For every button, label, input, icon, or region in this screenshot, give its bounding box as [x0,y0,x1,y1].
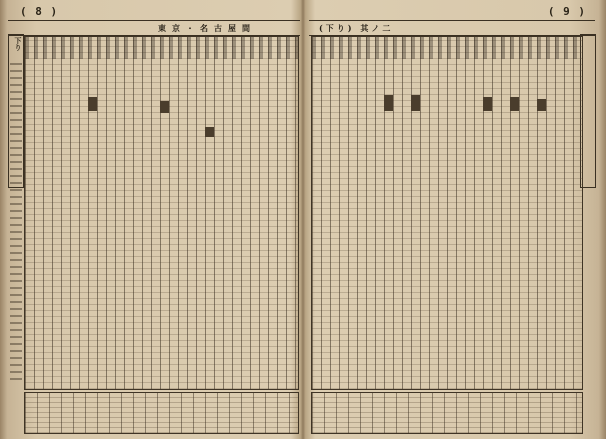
marker-block [384,95,393,111]
header-band-right [309,20,595,36]
train-number-row-left [25,37,298,59]
page-number-right: ( 9 ) [547,5,586,18]
right-page [303,0,606,439]
train-number-row-right [312,37,582,59]
station-column-left [10,60,22,380]
marker-block [537,99,546,111]
side-label-left: 下り [8,34,24,188]
header-title-left: 東京・名古屋間 [158,23,256,33]
footer-grid-left [24,392,299,434]
page-number-left: ( 8 ) [20,5,59,18]
marker-block [88,97,97,111]
header-title-right: (下り) 其ノ二 [319,23,394,33]
marker-block [205,127,214,137]
timetable-grid-left [24,36,299,390]
marker-block [160,101,169,113]
header-band-left [8,20,300,36]
marker-block [483,97,492,111]
marker-block [411,95,420,111]
marker-block [510,97,519,111]
footer-grid-right [311,392,583,434]
timetable-grid-right [311,36,583,390]
